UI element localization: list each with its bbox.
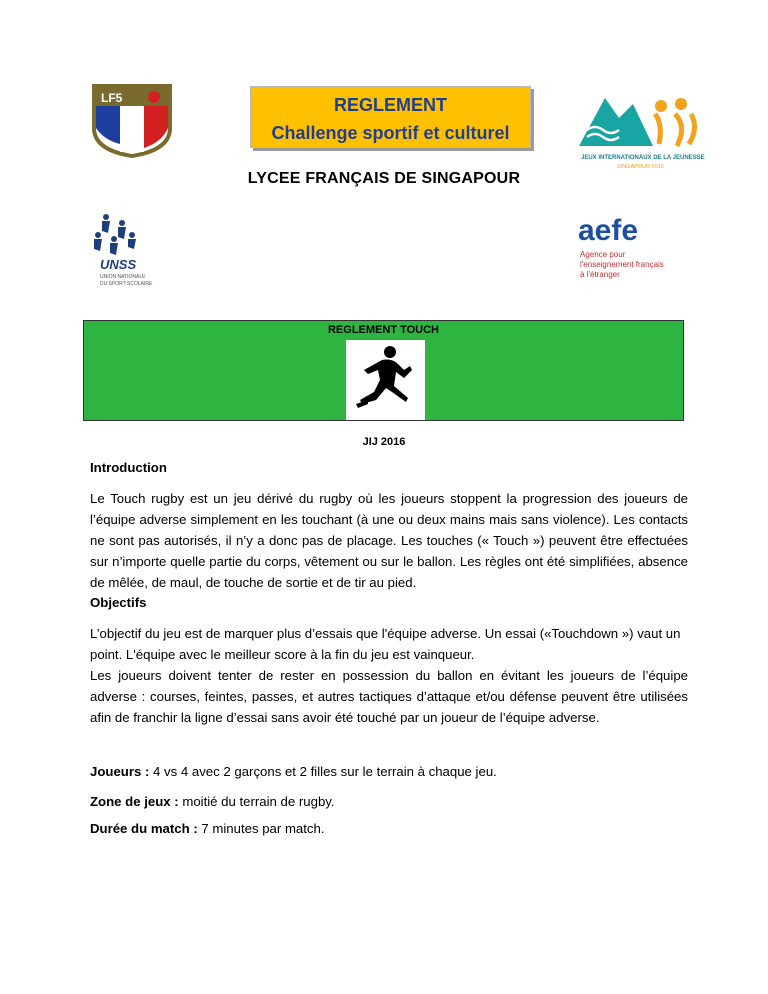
lfs-logo — [90, 82, 174, 160]
duree-label: Durée du match : — [90, 821, 198, 836]
svg-text:UNION NATIONALE: UNION NATIONALE — [100, 274, 146, 280]
zone-value: moitié du terrain de rugby. — [178, 794, 335, 809]
svg-text:à l'étranger: à l'étranger — [580, 270, 620, 279]
banner-title: REGLEMENT TOUCH — [327, 324, 440, 336]
aefe-logo — [574, 212, 684, 284]
rule-duree — [90, 818, 688, 839]
objectifs-text-2: Les joueurs doivent tenter de rester en possession du ballon en évitant les joueurs de l’équipe adverse : courses, feintes, passes, et autres tactiques d’attaque et/ou défense peuvent être utilisées afin de franchir la ligne d’essai sans avoir été touché par un joueur de l’équipe adverse. — [90, 668, 688, 725]
svg-text:aefe: aefe — [578, 214, 639, 247]
jij-logo — [575, 84, 705, 174]
objectifs-heading: Objectifs — [90, 595, 147, 610]
svg-text:l'enseignement français: l'enseignement français — [580, 260, 664, 269]
edition-label: JIJ 2016 — [362, 436, 406, 448]
intro-text: Le Touch rugby est un jeu dérivé du rugby où les joueurs stoppent la progression des joueurs de l’équipe adverse simplement en les touchant (à une ou deux mains mais sans violence). Les contacts ne sont pas autorisés, il n’y a donc pas de placage. Les touches (« Touch ») peuvent être effectuées sur n’importe quelle partie du corps, vêtement ou sur le ballon. Les règles ont été simplifiées, absence de mêlée, de maul, de touche de sortie et de tir au pied. — [90, 491, 688, 590]
svg-text:UNSS: UNSS — [100, 257, 137, 272]
unss-logo — [88, 205, 184, 289]
objectifs-text-1: L’objectif du jeu est de marquer plus d’essais que l'équipe adverse. Un essai («Touchdown ») vaut un point. L'équipe avec le meilleur score à la fin du jeu est vainqueur. — [90, 626, 681, 662]
svg-text:DU SPORT SCOLAIRE: DU SPORT SCOLAIRE — [100, 281, 153, 287]
svg-text:SINGAPOUR 2016: SINGAPOUR 2016 — [617, 164, 664, 170]
svg-text:LF5: LF5 — [101, 91, 123, 105]
svg-text:Agence pour: Agence pour — [580, 250, 626, 259]
rule-joueurs — [90, 761, 688, 782]
zone-label: Zone de jeux : — [90, 794, 179, 809]
duree-value: 7 minutes par match. — [197, 821, 325, 836]
title-challenge: Challenge sportif et culturel — [271, 123, 510, 143]
school-name: LYCEE FRANÇAIS DE SINGAPOUR — [247, 170, 521, 187]
rugby-player-icon — [346, 340, 425, 420]
joueurs-value: 4 vs 4 avec 2 garçons et 2 filles sur le terrain à chaque jeu. — [149, 764, 497, 779]
touch-banner — [83, 320, 684, 421]
title-reglement: REGLEMENT — [333, 95, 447, 115]
joueurs-label: Joueurs : — [90, 764, 150, 779]
svg-text:JEUX INTERNATIONAUX DE LA JEUN: JEUX INTERNATIONAUX DE LA JEUNESSE — [581, 155, 705, 161]
rule-zone — [90, 791, 688, 812]
title-box — [250, 86, 531, 148]
intro-heading: Introduction — [90, 460, 167, 475]
